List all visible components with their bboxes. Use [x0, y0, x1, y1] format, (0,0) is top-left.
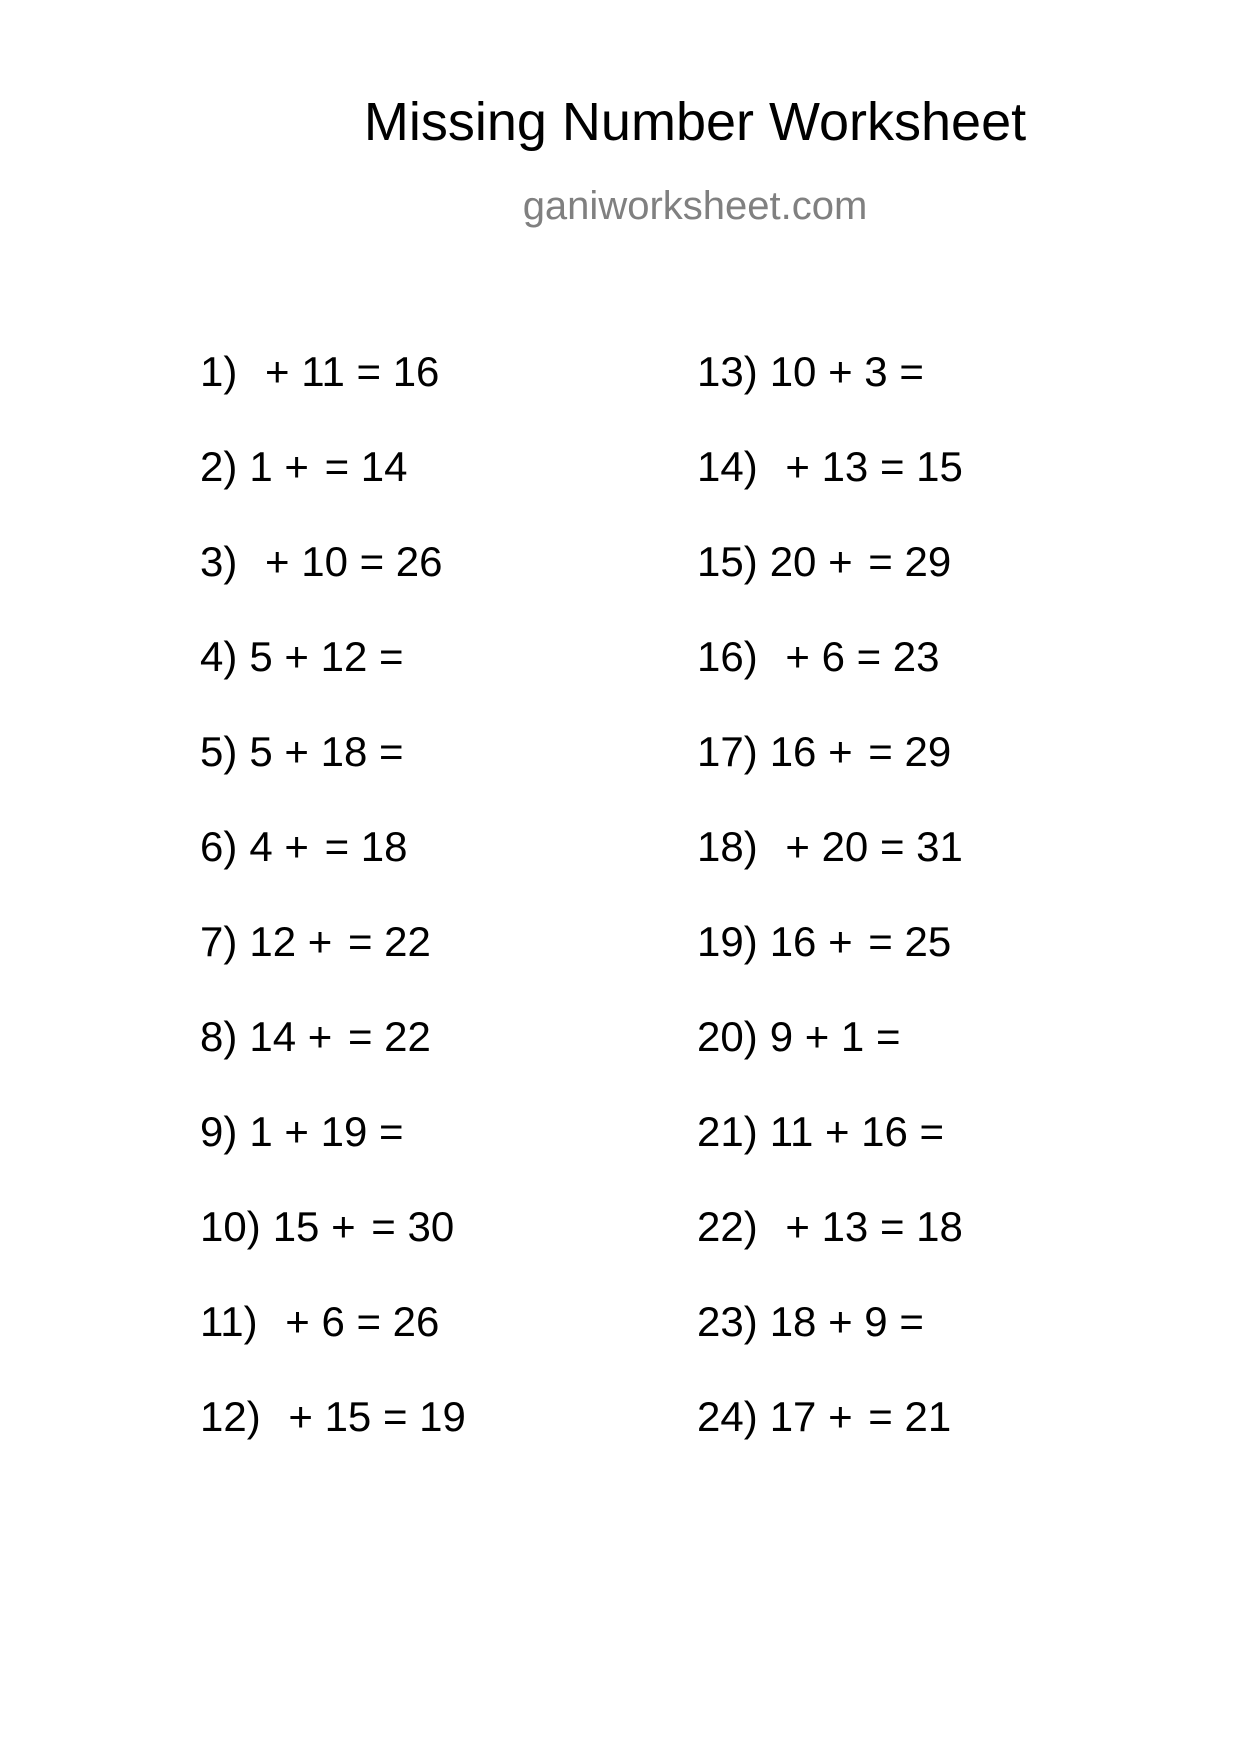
problem-number: 12) — [200, 1393, 261, 1440]
problem-number: 22) — [697, 1203, 758, 1250]
problem-item — [200, 1108, 466, 1203]
problem-number: 3) — [200, 538, 238, 585]
problem-number: 23) — [697, 1298, 758, 1345]
problem-item — [200, 918, 466, 1013]
problem-expression: = 22 — [347, 1013, 431, 1060]
problem-item — [697, 443, 963, 538]
page-title: Missing Number Worksheet — [363, 92, 1027, 152]
problem-number: 18) — [697, 823, 758, 870]
problem-item — [200, 1298, 466, 1393]
problem-number: 5) — [200, 728, 238, 775]
problem-item — [200, 823, 466, 918]
problem-item — [697, 1203, 963, 1298]
problem-expression: = 18 — [324, 823, 408, 870]
problem-item — [200, 633, 466, 728]
problem-item — [200, 1393, 466, 1488]
problem-number: 10) — [200, 1203, 261, 1250]
problem-expression: = 29 — [868, 728, 952, 775]
problem-expression: 18 + 9 = — [769, 1298, 924, 1345]
problem-item — [200, 728, 466, 823]
problem-number: 24) — [697, 1393, 758, 1440]
problem-expression: 17 + — [769, 1393, 853, 1440]
problem-expression: = 25 — [868, 918, 952, 965]
problem-expression: 4 + — [249, 823, 309, 870]
problem-item — [697, 1393, 963, 1488]
problem-item — [200, 348, 466, 443]
problem-item — [697, 1108, 963, 1203]
problem-number: 14) — [697, 443, 758, 490]
problem-expression: = 29 — [868, 538, 952, 585]
problem-expression: 10 + 3 = — [769, 348, 924, 395]
problem-expression: 14 + — [249, 1013, 333, 1060]
problem-number: 11) — [200, 1298, 258, 1345]
problem-item — [697, 348, 963, 443]
problem-item — [200, 538, 466, 633]
problem-expression: + 10 = 26 — [265, 538, 443, 585]
problem-item — [697, 918, 963, 1013]
problem-expression: + 15 = 19 — [288, 1393, 466, 1440]
problem-expression: 12 + — [249, 918, 333, 965]
problem-expression: 9 + 1 = — [769, 1013, 901, 1060]
problem-item — [697, 633, 963, 728]
problem-expression: = 21 — [868, 1393, 952, 1440]
problem-number: 17) — [697, 728, 758, 775]
problem-number: 7) — [200, 918, 238, 965]
problem-column-right — [697, 348, 963, 1488]
problem-expression: + 20 = 31 — [785, 823, 963, 870]
problem-expression: = 14 — [324, 443, 408, 490]
problem-expression: 5 + 18 = — [249, 728, 404, 775]
problem-number: 19) — [697, 918, 758, 965]
problem-number: 6) — [200, 823, 238, 870]
problem-expression: 11 + 16 = — [769, 1108, 945, 1155]
problem-number: 2) — [200, 443, 238, 490]
problem-number: 4) — [200, 633, 238, 680]
problem-expression: 16 + — [769, 918, 853, 965]
problem-expression: + 6 = 26 — [285, 1298, 440, 1345]
problem-column-left — [200, 348, 466, 1488]
problem-expression: 1 + — [249, 443, 309, 490]
problem-item — [697, 538, 963, 633]
problem-number: 9) — [200, 1108, 238, 1155]
problem-number: 20) — [697, 1013, 758, 1060]
problem-number: 21) — [697, 1108, 758, 1155]
problem-expression: + 13 = 18 — [785, 1203, 963, 1250]
problem-number: 1) — [200, 348, 238, 395]
problem-item — [697, 728, 963, 823]
problem-expression: 5 + 12 = — [249, 633, 404, 680]
problem-item — [200, 1013, 466, 1108]
problem-number: 8) — [200, 1013, 238, 1060]
problem-item — [200, 1203, 466, 1298]
problem-item — [200, 443, 466, 538]
problem-expression: + 11 = 16 — [265, 348, 440, 395]
problem-item — [697, 1298, 963, 1393]
problem-expression: + 6 = 23 — [785, 633, 940, 680]
problem-expression: = 30 — [371, 1203, 455, 1250]
problem-expression: 1 + 19 = — [249, 1108, 404, 1155]
site-url: ganiworksheet.com — [522, 184, 868, 228]
problem-expression: 16 + — [769, 728, 853, 775]
problem-number: 15) — [697, 538, 758, 585]
problem-number: 13) — [697, 348, 758, 395]
problem-expression: 15 + — [272, 1203, 356, 1250]
problem-number: 16) — [697, 633, 758, 680]
problem-expression: = 22 — [347, 918, 431, 965]
problem-expression: 20 + — [769, 538, 853, 585]
problem-item — [697, 823, 963, 918]
problem-expression: + 13 = 15 — [785, 443, 963, 490]
problem-item — [697, 1013, 963, 1108]
